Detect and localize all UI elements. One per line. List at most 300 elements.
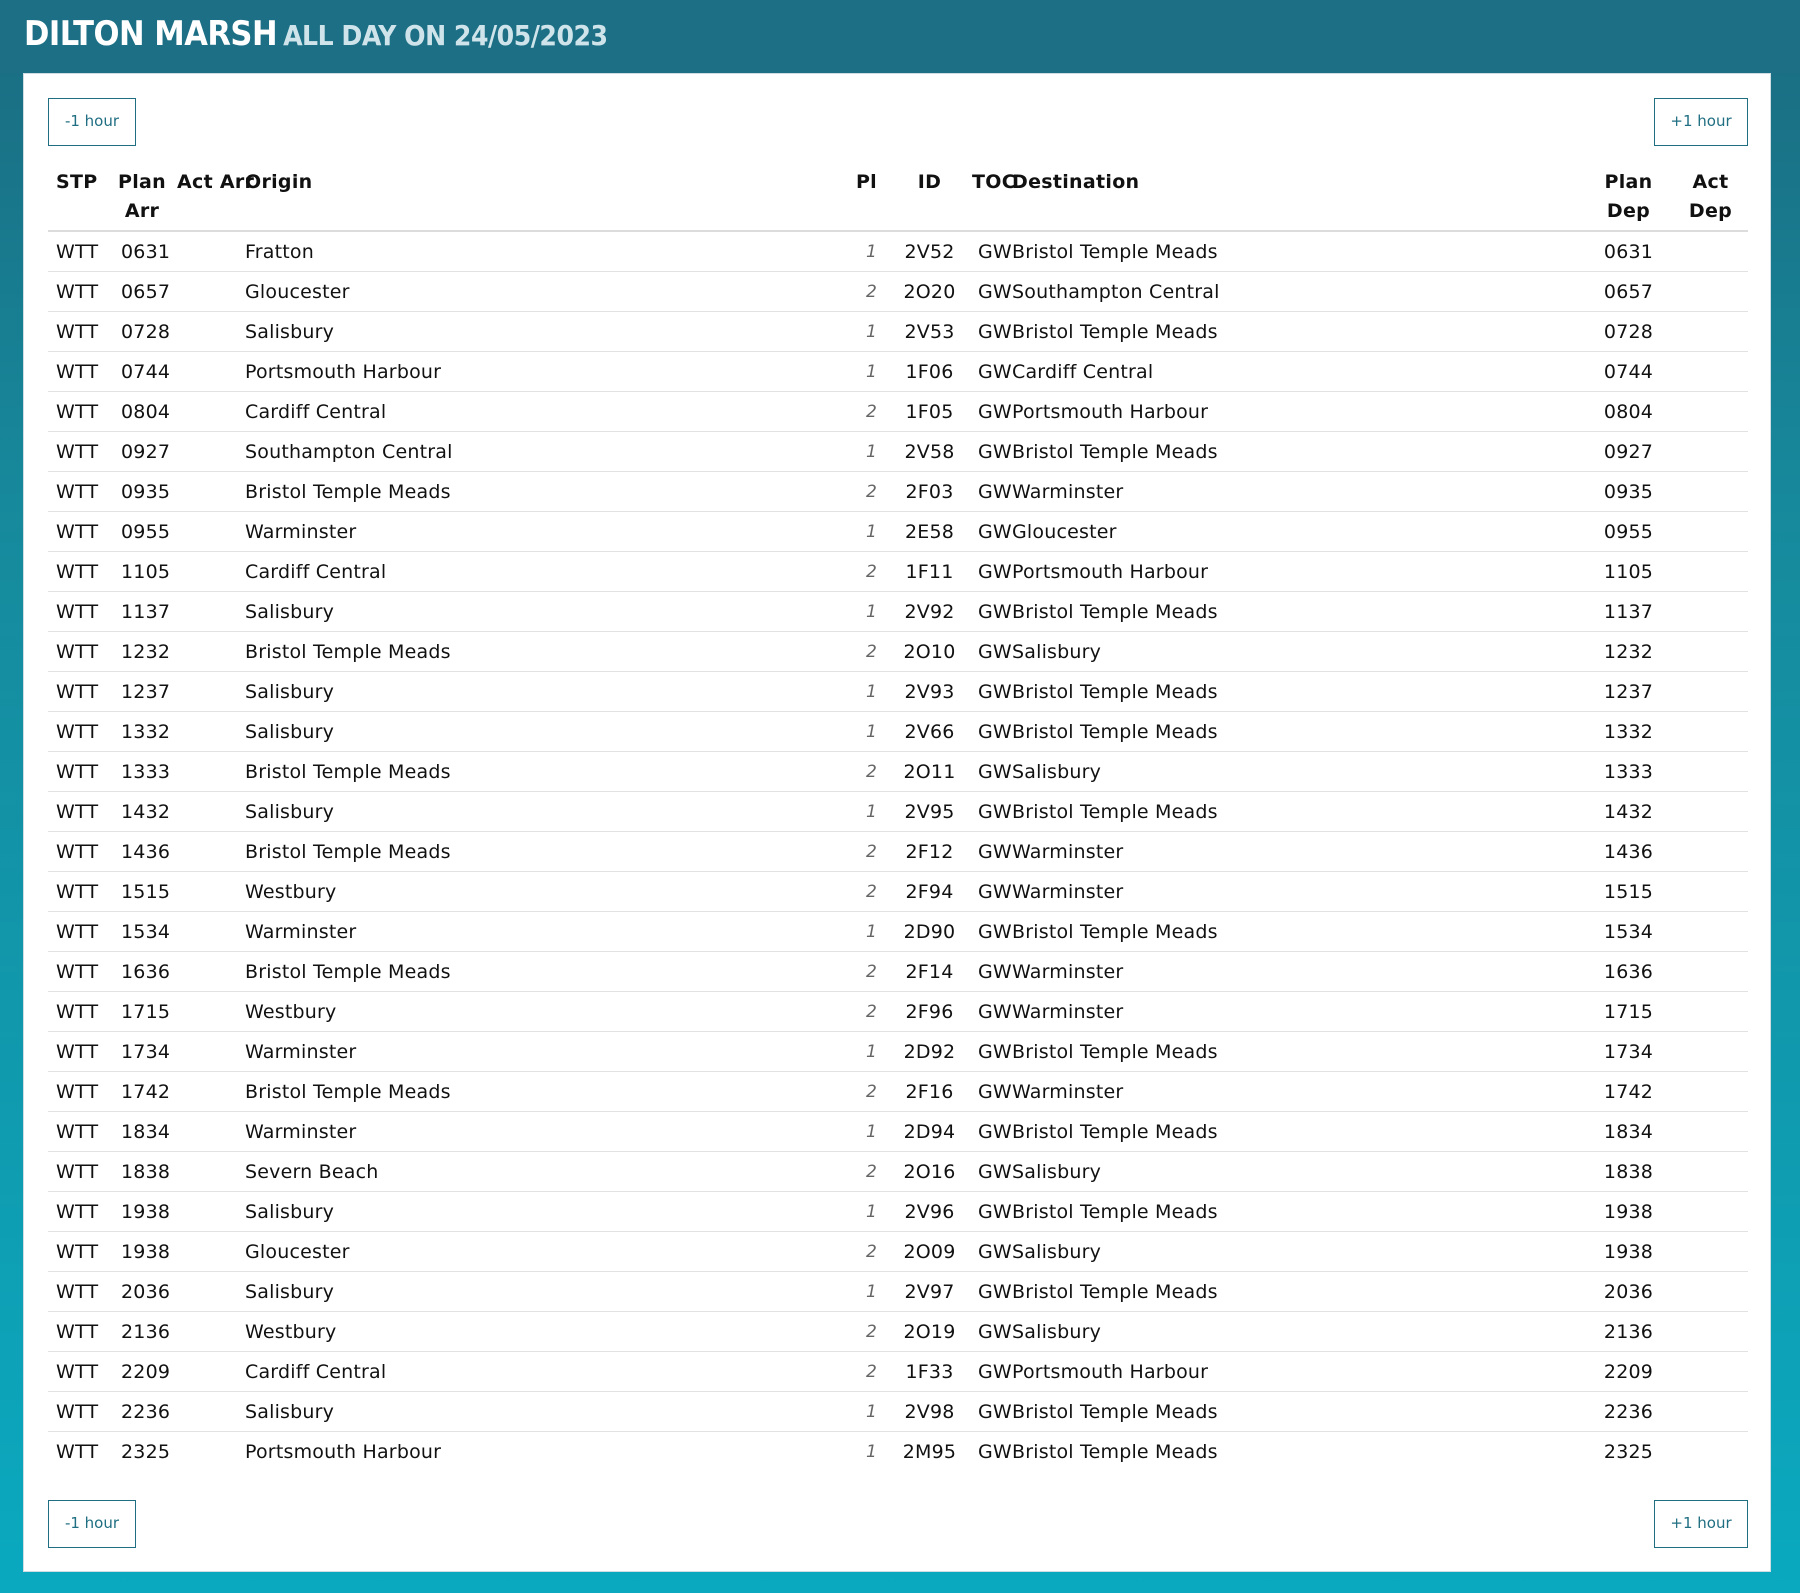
cell-stp: WTT bbox=[48, 1112, 111, 1152]
cell-act-arr bbox=[173, 672, 245, 712]
cell-act-dep bbox=[1673, 352, 1748, 392]
cell-toc: GW bbox=[968, 1272, 1012, 1312]
table-row[interactable] bbox=[48, 752, 1748, 792]
cell-origin: Westbury bbox=[245, 1312, 836, 1352]
cell-stp: WTT bbox=[48, 1272, 111, 1312]
cell-act-arr bbox=[173, 712, 245, 752]
cell-toc: GW bbox=[968, 1112, 1012, 1152]
cell-act-arr bbox=[173, 272, 245, 312]
cell-plan-arr: 1105 bbox=[111, 552, 173, 592]
cell-act-dep bbox=[1673, 1312, 1748, 1352]
cell-stp: WTT bbox=[48, 872, 111, 912]
cell-destination: Bristol Temple Meads bbox=[1012, 1432, 1584, 1472]
cell-destination: Portsmouth Harbour bbox=[1012, 552, 1584, 592]
cell-plan-arr: 0744 bbox=[111, 352, 173, 392]
cell-platform: 1 bbox=[836, 592, 891, 632]
cell-act-arr bbox=[173, 1112, 245, 1152]
table-row[interactable] bbox=[48, 231, 1748, 272]
cell-origin: Gloucester bbox=[245, 1232, 836, 1272]
cell-platform: 1 bbox=[836, 231, 891, 272]
cell-destination: Bristol Temple Meads bbox=[1012, 1032, 1584, 1072]
cell-plan-arr: 2136 bbox=[111, 1312, 173, 1352]
table-row[interactable] bbox=[48, 1192, 1748, 1232]
cell-toc: GW bbox=[968, 1312, 1012, 1352]
table-row[interactable] bbox=[48, 352, 1748, 392]
next-hour-button-top[interactable]: +1 hour bbox=[1654, 98, 1748, 146]
cell-origin: Salisbury bbox=[245, 592, 836, 632]
table-row[interactable] bbox=[48, 392, 1748, 432]
prev-hour-button-bottom[interactable]: -1 hour bbox=[48, 1500, 136, 1548]
cell-train-id: 2O19 bbox=[891, 1312, 968, 1352]
cell-plan-dep: 1515 bbox=[1584, 872, 1673, 912]
table-row[interactable] bbox=[48, 1352, 1748, 1392]
cell-act-arr bbox=[173, 512, 245, 552]
cell-act-dep bbox=[1673, 231, 1748, 272]
cell-train-id: 2F12 bbox=[891, 832, 968, 872]
table-row[interactable] bbox=[48, 312, 1748, 352]
cell-origin: Cardiff Central bbox=[245, 552, 836, 592]
cell-destination: Portsmouth Harbour bbox=[1012, 1352, 1584, 1392]
cell-plan-dep: 0804 bbox=[1584, 392, 1673, 432]
cell-plan-arr: 2236 bbox=[111, 1392, 173, 1432]
cell-train-id: 2V52 bbox=[891, 231, 968, 272]
cell-act-dep bbox=[1673, 1432, 1748, 1472]
cell-destination: Bristol Temple Meads bbox=[1012, 312, 1584, 352]
cell-platform: 1 bbox=[836, 672, 891, 712]
cell-origin: Salisbury bbox=[245, 712, 836, 752]
table-row[interactable] bbox=[48, 1232, 1748, 1272]
cell-toc: GW bbox=[968, 792, 1012, 832]
cell-platform: 2 bbox=[836, 552, 891, 592]
cell-act-dep bbox=[1673, 992, 1748, 1032]
cell-stp: WTT bbox=[48, 1392, 111, 1432]
col-header-platform: Pl bbox=[855, 171, 877, 193]
cell-destination: Warminster bbox=[1012, 992, 1584, 1032]
cell-toc: GW bbox=[968, 1232, 1012, 1272]
cell-act-dep bbox=[1673, 392, 1748, 432]
cell-act-arr bbox=[173, 592, 245, 632]
table-row[interactable] bbox=[48, 712, 1748, 752]
cell-platform: 2 bbox=[836, 392, 891, 432]
cell-act-dep bbox=[1673, 1032, 1748, 1072]
cell-act-arr bbox=[173, 432, 245, 472]
cell-stp: WTT bbox=[48, 432, 111, 472]
cell-platform: 1 bbox=[836, 1112, 891, 1152]
col-header-act-dep: Act Dep bbox=[1688, 171, 1733, 222]
cell-toc: GW bbox=[968, 272, 1012, 312]
cell-destination: Bristol Temple Meads bbox=[1012, 1272, 1584, 1312]
cell-origin: Cardiff Central bbox=[245, 1352, 836, 1392]
col-header-plan-dep: Plan Dep bbox=[1604, 171, 1653, 222]
col-header-destination: Destination bbox=[1012, 171, 1140, 193]
cell-plan-arr: 0955 bbox=[111, 512, 173, 552]
cell-plan-arr: 1938 bbox=[111, 1232, 173, 1272]
cell-act-arr bbox=[173, 752, 245, 792]
cell-stp: WTT bbox=[48, 832, 111, 872]
cell-platform: 2 bbox=[836, 992, 891, 1032]
cell-destination: Warminster bbox=[1012, 872, 1584, 912]
cell-act-arr bbox=[173, 992, 245, 1032]
cell-stp: WTT bbox=[48, 952, 111, 992]
cell-plan-dep: 1333 bbox=[1584, 752, 1673, 792]
cell-platform: 2 bbox=[836, 472, 891, 512]
cell-destination: Salisbury bbox=[1012, 632, 1584, 672]
cell-plan-dep: 1534 bbox=[1584, 912, 1673, 952]
cell-plan-arr: 2036 bbox=[111, 1272, 173, 1312]
cell-stp: WTT bbox=[48, 1352, 111, 1392]
table-row[interactable] bbox=[48, 632, 1748, 672]
results-panel bbox=[23, 73, 1771, 1572]
cell-destination: Salisbury bbox=[1012, 1312, 1584, 1352]
cell-train-id: 2V53 bbox=[891, 312, 968, 352]
cell-plan-arr: 1715 bbox=[111, 992, 173, 1032]
cell-act-arr bbox=[173, 1192, 245, 1232]
table-row[interactable] bbox=[48, 1312, 1748, 1352]
cell-origin: Salisbury bbox=[245, 792, 836, 832]
cell-plan-arr: 1432 bbox=[111, 792, 173, 832]
cell-plan-arr: 1734 bbox=[111, 1032, 173, 1072]
cell-destination: Bristol Temple Meads bbox=[1012, 712, 1584, 752]
cell-platform: 2 bbox=[836, 752, 891, 792]
table-row[interactable] bbox=[48, 992, 1748, 1032]
cell-plan-dep: 1742 bbox=[1584, 1072, 1673, 1112]
cell-train-id: 2V95 bbox=[891, 792, 968, 832]
cell-train-id: 2V92 bbox=[891, 592, 968, 632]
cell-plan-arr: 1515 bbox=[111, 872, 173, 912]
cell-origin: Bristol Temple Meads bbox=[245, 752, 836, 792]
cell-platform: 1 bbox=[836, 352, 891, 392]
cell-act-arr bbox=[173, 1032, 245, 1072]
cell-train-id: 2V93 bbox=[891, 672, 968, 712]
cell-origin: Bristol Temple Meads bbox=[245, 472, 836, 512]
cell-origin: Southampton Central bbox=[245, 432, 836, 472]
cell-stp: WTT bbox=[48, 632, 111, 672]
table-row[interactable] bbox=[48, 512, 1748, 552]
cell-train-id: 2F16 bbox=[891, 1072, 968, 1112]
cell-destination: Bristol Temple Meads bbox=[1012, 912, 1584, 952]
cell-stp: WTT bbox=[48, 231, 111, 272]
cell-origin: Bristol Temple Meads bbox=[245, 832, 836, 872]
cell-plan-arr: 1938 bbox=[111, 1192, 173, 1232]
cell-origin: Cardiff Central bbox=[245, 392, 836, 432]
cell-toc: GW bbox=[968, 1152, 1012, 1192]
table-row[interactable] bbox=[48, 552, 1748, 592]
cell-destination: Bristol Temple Meads bbox=[1012, 231, 1584, 272]
header-bar bbox=[0, 0, 1800, 73]
cell-platform: 2 bbox=[836, 832, 891, 872]
cell-plan-arr: 1742 bbox=[111, 1072, 173, 1112]
cell-destination: Salisbury bbox=[1012, 1232, 1584, 1272]
cell-train-id: 2O10 bbox=[891, 632, 968, 672]
cell-origin: Warminster bbox=[245, 1112, 836, 1152]
next-hour-button-bottom[interactable]: +1 hour bbox=[1654, 1500, 1748, 1548]
table-row[interactable] bbox=[48, 1112, 1748, 1152]
cell-destination: Portsmouth Harbour bbox=[1012, 392, 1584, 432]
cell-train-id: 2V96 bbox=[891, 1192, 968, 1232]
table-row[interactable] bbox=[48, 672, 1748, 712]
cell-plan-arr: 0927 bbox=[111, 432, 173, 472]
cell-act-dep bbox=[1673, 1272, 1748, 1312]
cell-act-dep bbox=[1673, 952, 1748, 992]
cell-destination: Warminster bbox=[1012, 1072, 1584, 1112]
cell-stp: WTT bbox=[48, 1232, 111, 1272]
cell-toc: GW bbox=[968, 472, 1012, 512]
cell-act-dep bbox=[1673, 1392, 1748, 1432]
cell-plan-arr: 1333 bbox=[111, 752, 173, 792]
cell-platform: 2 bbox=[836, 1152, 891, 1192]
cell-act-dep bbox=[1673, 1072, 1748, 1112]
cell-plan-arr: 0935 bbox=[111, 472, 173, 512]
cell-act-arr bbox=[173, 1272, 245, 1312]
cell-train-id: 1F06 bbox=[891, 352, 968, 392]
table-row[interactable] bbox=[48, 1272, 1748, 1312]
col-header-origin: Origin bbox=[245, 171, 313, 193]
cell-stp: WTT bbox=[48, 752, 111, 792]
cell-origin: Salisbury bbox=[245, 1192, 836, 1232]
col-header-id: ID bbox=[917, 171, 942, 193]
cell-plan-dep: 1137 bbox=[1584, 592, 1673, 632]
cell-destination: Salisbury bbox=[1012, 752, 1584, 792]
cell-origin: Fratton bbox=[245, 231, 836, 272]
cell-platform: 2 bbox=[836, 1312, 891, 1352]
cell-platform: 1 bbox=[836, 1272, 891, 1312]
cell-destination: Cardiff Central bbox=[1012, 352, 1584, 392]
cell-origin: Bristol Temple Meads bbox=[245, 952, 836, 992]
table-row[interactable] bbox=[48, 472, 1748, 512]
cell-train-id: 2O16 bbox=[891, 1152, 968, 1192]
table-row[interactable] bbox=[48, 432, 1748, 472]
cell-train-id: 2M95 bbox=[891, 1432, 968, 1472]
cell-plan-dep: 1232 bbox=[1584, 632, 1673, 672]
cell-origin: Westbury bbox=[245, 872, 836, 912]
cell-plan-dep: 1938 bbox=[1584, 1232, 1673, 1272]
cell-toc: GW bbox=[968, 712, 1012, 752]
cell-platform: 1 bbox=[836, 512, 891, 552]
cell-platform: 2 bbox=[836, 952, 891, 992]
cell-train-id: 2O11 bbox=[891, 752, 968, 792]
table-row[interactable] bbox=[48, 1432, 1748, 1472]
cell-stp: WTT bbox=[48, 1072, 111, 1112]
table-row[interactable] bbox=[48, 1032, 1748, 1072]
cell-platform: 2 bbox=[836, 1072, 891, 1112]
cell-toc: GW bbox=[968, 1392, 1012, 1432]
cell-stp: WTT bbox=[48, 1432, 111, 1472]
cell-plan-dep: 1734 bbox=[1584, 1032, 1673, 1072]
cell-stp: WTT bbox=[48, 1152, 111, 1192]
cell-plan-dep: 1636 bbox=[1584, 952, 1673, 992]
cell-act-dep bbox=[1673, 672, 1748, 712]
cell-act-dep bbox=[1673, 832, 1748, 872]
cell-act-arr bbox=[173, 952, 245, 992]
cell-plan-arr: 1436 bbox=[111, 832, 173, 872]
cell-act-dep bbox=[1673, 912, 1748, 952]
cell-train-id: 2F96 bbox=[891, 992, 968, 1032]
col-header-toc: TOC bbox=[972, 171, 1016, 193]
cell-train-id: 2V66 bbox=[891, 712, 968, 752]
cell-toc: GW bbox=[968, 952, 1012, 992]
cell-stp: WTT bbox=[48, 472, 111, 512]
cell-origin: Salisbury bbox=[245, 1272, 836, 1312]
cell-plan-dep: 0728 bbox=[1584, 312, 1673, 352]
cell-destination: Warminster bbox=[1012, 472, 1584, 512]
cell-toc: GW bbox=[968, 231, 1012, 272]
cell-plan-dep: 1436 bbox=[1584, 832, 1673, 872]
cell-act-dep bbox=[1673, 1192, 1748, 1232]
cell-stp: WTT bbox=[48, 992, 111, 1032]
cell-platform: 2 bbox=[836, 632, 891, 672]
cell-plan-dep: 1237 bbox=[1584, 672, 1673, 712]
cell-toc: GW bbox=[968, 1432, 1012, 1472]
cell-platform: 1 bbox=[836, 432, 891, 472]
col-header-act-arr: Act Arr bbox=[177, 171, 255, 193]
cell-plan-dep: 0631 bbox=[1584, 231, 1673, 272]
cell-plan-dep: 2136 bbox=[1584, 1312, 1673, 1352]
cell-plan-dep: 1838 bbox=[1584, 1152, 1673, 1192]
cell-plan-arr: 0728 bbox=[111, 312, 173, 352]
cell-toc: GW bbox=[968, 632, 1012, 672]
cell-act-dep bbox=[1673, 752, 1748, 792]
cell-stp: WTT bbox=[48, 1312, 111, 1352]
cell-origin: Portsmouth Harbour bbox=[245, 352, 836, 392]
cell-plan-dep: 1332 bbox=[1584, 712, 1673, 752]
cell-stp: WTT bbox=[48, 712, 111, 752]
cell-act-dep bbox=[1673, 792, 1748, 832]
cell-origin: Portsmouth Harbour bbox=[245, 1432, 836, 1472]
cell-toc: GW bbox=[968, 1072, 1012, 1112]
cell-platform: 1 bbox=[836, 312, 891, 352]
cell-origin: Gloucester bbox=[245, 272, 836, 312]
cell-act-dep bbox=[1673, 1152, 1748, 1192]
cell-act-dep bbox=[1673, 312, 1748, 352]
cell-plan-arr: 0804 bbox=[111, 392, 173, 432]
cell-plan-arr: 0631 bbox=[111, 231, 173, 272]
cell-destination: Bristol Temple Meads bbox=[1012, 792, 1584, 832]
table-row[interactable] bbox=[48, 912, 1748, 952]
cell-train-id: 2V58 bbox=[891, 432, 968, 472]
cell-act-arr bbox=[173, 872, 245, 912]
table-row[interactable] bbox=[48, 832, 1748, 872]
cell-destination: Bristol Temple Meads bbox=[1012, 1192, 1584, 1232]
cell-stp: WTT bbox=[48, 312, 111, 352]
table-header-row bbox=[48, 168, 1748, 231]
prev-hour-button-top[interactable]: -1 hour bbox=[48, 98, 136, 146]
cell-origin: Warminster bbox=[245, 912, 836, 952]
table-row[interactable] bbox=[48, 872, 1748, 912]
cell-act-arr bbox=[173, 1152, 245, 1192]
cell-plan-arr: 1332 bbox=[111, 712, 173, 752]
cell-plan-dep: 1432 bbox=[1584, 792, 1673, 832]
cell-origin: Bristol Temple Meads bbox=[245, 1072, 836, 1112]
cell-origin: Warminster bbox=[245, 512, 836, 552]
cell-act-arr bbox=[173, 1072, 245, 1112]
services-table bbox=[48, 168, 1748, 1471]
table-row[interactable] bbox=[48, 592, 1748, 632]
cell-origin: Bristol Temple Meads bbox=[245, 632, 836, 672]
table-row[interactable] bbox=[48, 952, 1748, 992]
cell-platform: 1 bbox=[836, 792, 891, 832]
cell-plan-arr: 2325 bbox=[111, 1432, 173, 1472]
cell-stp: WTT bbox=[48, 272, 111, 312]
cell-destination: Warminster bbox=[1012, 952, 1584, 992]
cell-toc: GW bbox=[968, 352, 1012, 392]
cell-stp: WTT bbox=[48, 1032, 111, 1072]
cell-platform: 1 bbox=[836, 712, 891, 752]
cell-train-id: 1F33 bbox=[891, 1352, 968, 1392]
cell-destination: Gloucester bbox=[1012, 512, 1584, 552]
cell-destination: Bristol Temple Meads bbox=[1012, 1112, 1584, 1152]
cell-origin: Salisbury bbox=[245, 1392, 836, 1432]
table-row[interactable] bbox=[48, 1152, 1748, 1192]
cell-stp: WTT bbox=[48, 392, 111, 432]
cell-act-arr bbox=[173, 1312, 245, 1352]
cell-act-dep bbox=[1673, 552, 1748, 592]
table-row[interactable] bbox=[48, 1392, 1748, 1432]
cell-stp: WTT bbox=[48, 552, 111, 592]
cell-stp: WTT bbox=[48, 592, 111, 632]
cell-plan-arr: 1534 bbox=[111, 912, 173, 952]
cell-destination: Bristol Temple Meads bbox=[1012, 672, 1584, 712]
cell-train-id: 2O20 bbox=[891, 272, 968, 312]
cell-toc: GW bbox=[968, 752, 1012, 792]
cell-train-id: 1F05 bbox=[891, 392, 968, 432]
cell-act-dep bbox=[1673, 512, 1748, 552]
page-subtitle: ALL DAY ON 24/05/2023 bbox=[283, 19, 608, 52]
cell-act-arr bbox=[173, 392, 245, 432]
cell-destination: Southampton Central bbox=[1012, 272, 1584, 312]
cell-train-id: 2F94 bbox=[891, 872, 968, 912]
table-row[interactable] bbox=[48, 272, 1748, 312]
cell-act-dep bbox=[1673, 432, 1748, 472]
cell-platform: 2 bbox=[836, 272, 891, 312]
cell-toc: GW bbox=[968, 432, 1012, 472]
cell-train-id: 2D92 bbox=[891, 1032, 968, 1072]
cell-plan-dep: 1834 bbox=[1584, 1112, 1673, 1152]
cell-act-arr bbox=[173, 1392, 245, 1432]
cell-act-arr bbox=[173, 832, 245, 872]
cell-train-id: 2E58 bbox=[891, 512, 968, 552]
cell-origin: Salisbury bbox=[245, 672, 836, 712]
cell-train-id: 2F03 bbox=[891, 472, 968, 512]
cell-toc: GW bbox=[968, 992, 1012, 1032]
table-row[interactable] bbox=[48, 792, 1748, 832]
cell-act-dep bbox=[1673, 472, 1748, 512]
cell-plan-arr: 1838 bbox=[111, 1152, 173, 1192]
cell-platform: 1 bbox=[836, 1432, 891, 1472]
cell-plan-arr: 2209 bbox=[111, 1352, 173, 1392]
cell-act-arr bbox=[173, 1232, 245, 1272]
cell-toc: GW bbox=[968, 312, 1012, 352]
cell-plan-dep: 1715 bbox=[1584, 992, 1673, 1032]
cell-platform: 1 bbox=[836, 912, 891, 952]
cell-origin: Warminster bbox=[245, 1032, 836, 1072]
page-title bbox=[24, 14, 608, 54]
cell-act-arr bbox=[173, 472, 245, 512]
cell-plan-arr: 1636 bbox=[111, 952, 173, 992]
cell-platform: 1 bbox=[836, 1392, 891, 1432]
cell-stp: WTT bbox=[48, 352, 111, 392]
cell-origin: Salisbury bbox=[245, 312, 836, 352]
cell-act-arr bbox=[173, 231, 245, 272]
cell-train-id: 2D94 bbox=[891, 1112, 968, 1152]
cell-train-id: 2V98 bbox=[891, 1392, 968, 1432]
cell-train-id: 2F14 bbox=[891, 952, 968, 992]
cell-plan-dep: 2209 bbox=[1584, 1352, 1673, 1392]
cell-train-id: 2O09 bbox=[891, 1232, 968, 1272]
cell-plan-dep: 1105 bbox=[1584, 552, 1673, 592]
cell-toc: GW bbox=[968, 512, 1012, 552]
table-row[interactable] bbox=[48, 1072, 1748, 1112]
cell-plan-dep: 0955 bbox=[1584, 512, 1673, 552]
